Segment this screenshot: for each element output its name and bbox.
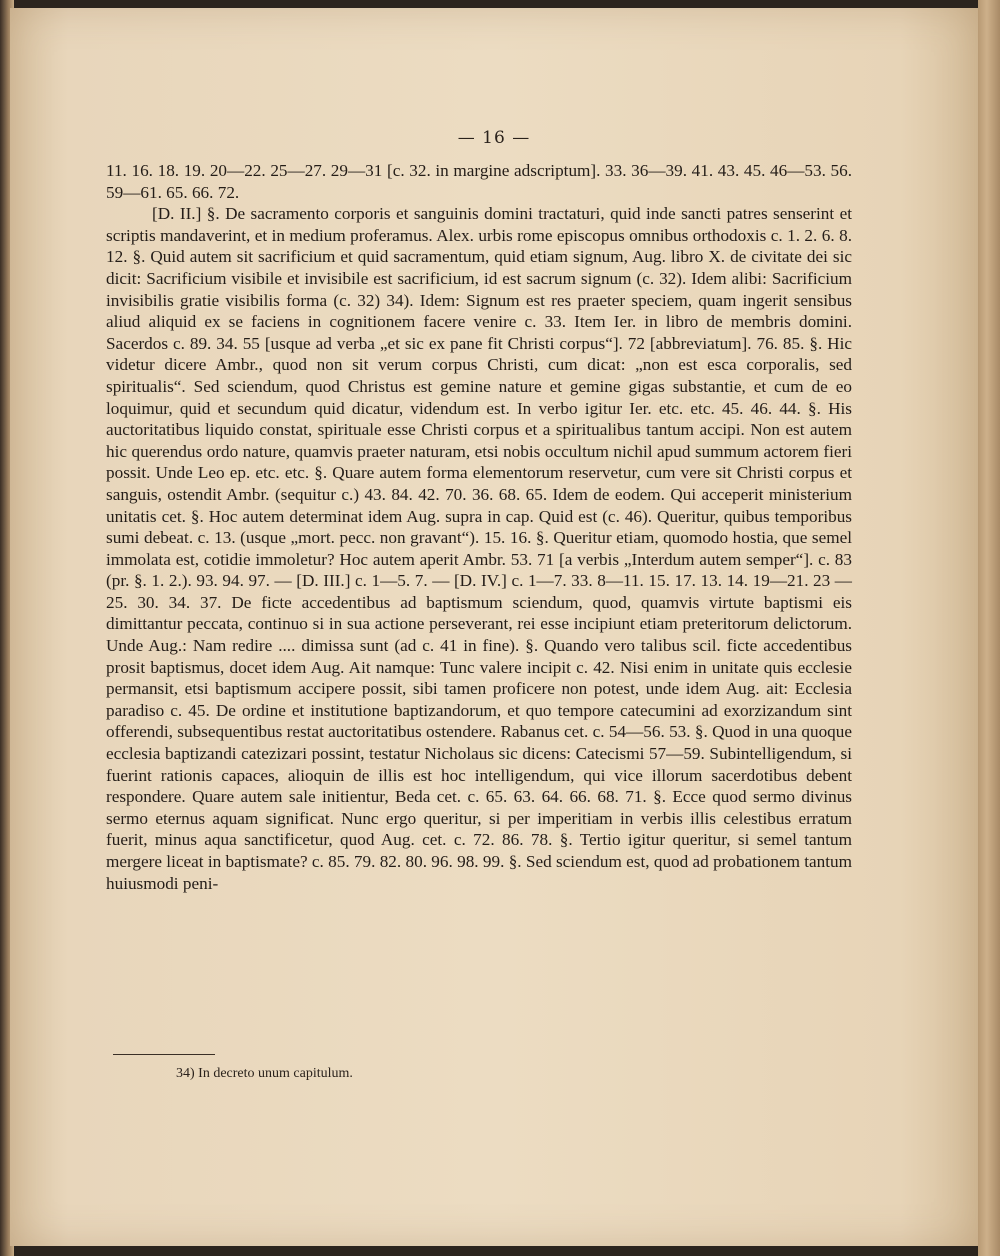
body-text (106, 160, 852, 894)
paragraph-2: [D. II.] §. De sacramento corporis et sanguinis domini tractaturi, quid inde sancti patres senserint et scriptis mandaverint, et in medium proferamus. Alex. urbis rome episcopus omnibus orthodoxis c. 1. 2. 6. 8. 12. §. Quid autem sit sacrificium et quid sacramentum, quid etiam signum, Aug. libro X. de civitate dei sic dicit: Sacrificium visibile et invisibile est sacrificium, id est sacrum signum (c. 32). Idem alibi: Sacrificium invisibilis gratie visibilis forma (c. 32) 34). Idem: Signum est res praeter speciem, quam ingerit sensibus aliud aliquid ex se faciens in cognitionem facere venire c. 33. Item Ier. in libro de membris domini. Sacerdos c. 89. 34. 55 [usque ad verba „et sic ex pane fit Christi corpus“]. 72 [abbreviatum]. 76. 85. §. Hic videtur dicere Ambr., quod non sit verum corpus Christi, cum dicat: „non est esca corporalis, sed spiritualis“. Sed sciendum, quod Christus est gemine nature et gemine gigas substantie, et cum de eo loquimur, quid et secundum quid dicatur, videndum est. In verbo igitur Ier. etc. etc. 45. 46. 44. §. His auctoritatibus liquido constat, spirituale esse Christi corpus et a spiritualibus tantum accipi. Non est autem hic querendus ordo nature, quamvis praeter naturam, etsi nobis occultum nichil apud summum actorem fieri possit. Unde Leo ep. etc. etc. §. Quare autem forma elementorum reservetur, cum vere sit Christi corpus et sanguis, ostendit Ambr. (sequitur c.) 43. 84. 42. 70. 36. 68. 65. Idem de eodem. Qui acceperit ministerium unitatis cet. §. Hoc autem determinat idem Aug. supra in cap. Quid est (c. 46). Queritur, quibus temporibus sumi debeat. c. 13. (usque „mort. pecc. non gravant“). 15. 16. §. Queritur etiam, quomodo hostia, que semel immolata est, cotidie immoletur? Hoc autem aperit Ambr. 53. 71 [a verbis „Interdum autem semper“]. c. 83 (pr. §. 1. 2.). 93. 94. 97. — [D. III.] c. 1—5. 7. — [D. IV.] c. 1—7. 33. 8—11. 15. 17. 13. 14. 19—21. 23 —25. 30. 34. 37. De ficte accedentibus ad baptismum sciendum, quod, quamvis virtute baptismi eis dimittantur peccata, continuo si in sua actione perseverant, rei esse incipiunt etiam preteritorum delictorum. Unde Aug.: Nam redire .... dimissa sunt (ad c. 41 in fine). §. Quando vero talibus scil. ficte accedentibus prosit baptismus, docet idem Aug. Ait namque: Tunc valere incipit c. 42. Nisi enim in unitate quis ecclesie permansit, etsi baptismum accipere possit, sibi tamen proficere non potest, unde idem Aug. ait: Ecclesia paradiso c. 45. De ordine et institutione baptizandorum, et quo tempore catecumini ad exorzizandum sint offerendi, subsequentibus restat auctoritatibus ostendere. Rabanus cet. c. 54—56. 53. §. Quod in una quoque ecclesia baptizandi catezizari possint, testatur Nicholaus sic dicens: Catecismi 57—59. Subintelligendum, si fuerint rationis capaces, alioquin de illis est hoc intelligendum, qui vice illorum sacerdotibus debent respondere. Quare autem sale initientur, Beda cet. c. 65. 63. 64. 66. 68. 71. §. Ecce quod sermo divinus sermo eternus aquam significat. Nunc ergo queritur, si per imperitiam in verbis illis celestibus erratum fuerit, minus aqua sanctificetur, quod Aug. cet. c. 72. 86. 78. §. Tertio igitur queritur, si semel tantum mergere liceat in baptismate? c. 85. 79. 82. 80. 96. 98. 99. §. Sed sciendum est, quod ad probationem tantum huiusmodi peni- (106, 204, 852, 893)
book-page (10, 8, 978, 1246)
paragraph-1: 11. 16. 18. 19. 20—22. 25—27. 29—31 [c. 32. in margine adscriptum]. 33. 36—39. 41. 43. 45. 46—53. 56. 59—61. 65. 66. 72. (106, 161, 852, 202)
footnote-rule (113, 1054, 215, 1055)
footnote: 34) In decreto unum capitulum. (176, 1066, 353, 1081)
page-stack-edge (978, 0, 1000, 1256)
page-number: — 16 — (457, 128, 531, 148)
